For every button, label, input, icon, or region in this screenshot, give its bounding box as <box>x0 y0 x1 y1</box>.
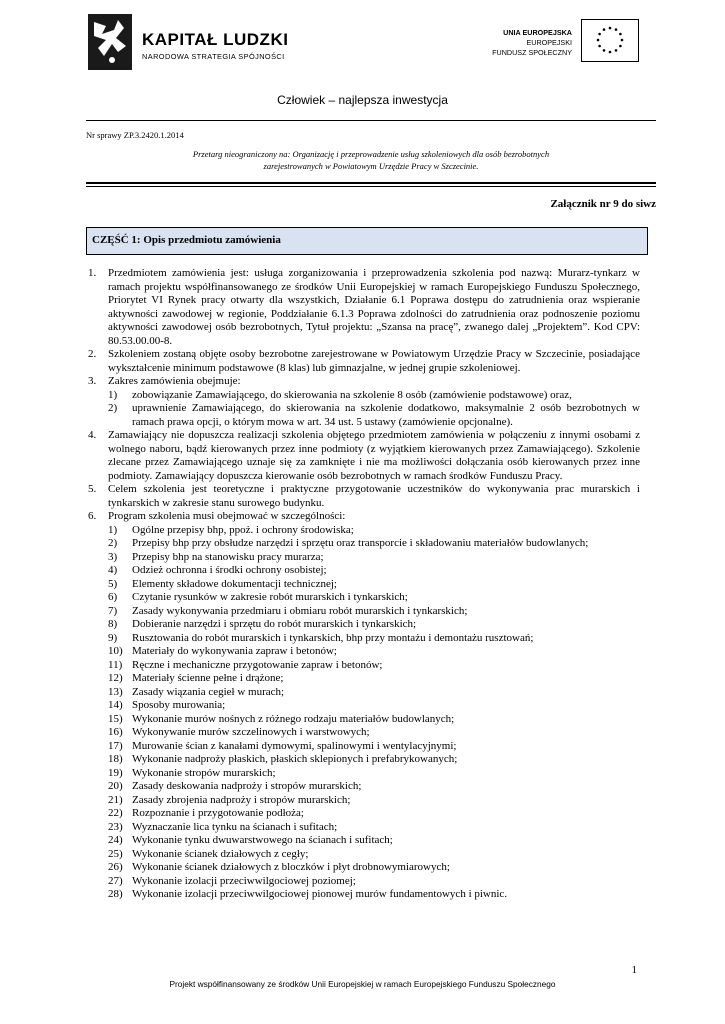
program-item <box>108 713 640 727</box>
program-item <box>108 659 640 673</box>
program-item-text: Rusztowania do robót murarskich i tynkarskich, bhp przy montażu i demontażu rusztowań; <box>132 631 534 644</box>
item-text: Zamawiający nie dopuszcza realizacji szkolenia objętego przedmiotem zamówienia w połączeniu z innymi osobami z wolnego naboru, bądź kierowanych przez inne podmioty (z wyjątkiem kierowanych przez Zamawiającego). Szkolenie zlecane przez Zamawiającego uznaje się za zamknięte i nie ma możliwości dołączania osób kierowanych przez inne podmioty. Zamawiający dopuszcza kierowanie osób bezrobotnych w ramach środków Funduszu Pracy. <box>108 429 640 482</box>
program-item <box>108 605 640 619</box>
item-text: Przedmiotem zamówienia jest: usługa zorganizowania i przeprowadzenia szkolenia pod nazwą: Murarz-tynkarz w ramach projektu współfinansowanego ze środków Unii Europejskiej w ramach Europejskiego Funduszu Społecznego, Priorytet VI Rynek pracy otwarty dla wszystkich, Działanie 6.1 Poprawa dostępu do zatrudnienia oraz wspieranie aktywności zawodowej w regionie, Poddziałanie 6.1.3 Poprawa zdolności do zatrudnienia oraz podnoszenie poziomu aktywności zawodowej osób bezrobotnych, Tytuł projektu: „Szansa na pracę”, zwanego dalej „Projektem”. Kod CPV: 80.53.00.00-8. <box>108 267 640 347</box>
program-item-number: 2) <box>108 537 118 549</box>
divider-thick <box>86 182 656 184</box>
program-item-text: Murowanie ścian z kanałami dymowymi, spalinowymi i wentylacyjnymi; <box>132 739 457 752</box>
item-text: Zakres zamówienia obejmuje: <box>108 375 241 387</box>
program-item-text: Zasady wiązania cegieł w murach; <box>132 685 285 698</box>
program-item-text: Wykonanie izolacji przeciwwilgociowej pionowej murów fundamentowych i piwnic. <box>132 888 508 900</box>
list-item <box>88 510 640 902</box>
program-item-number: 9) <box>108 631 118 644</box>
case-number: Nr sprawy ZP.3.2420.1.2014 <box>86 130 184 140</box>
item-text: Szkoleniem zostaną objęte osoby bezrobotne zarejestrowane w Powiatowym Urzędzie Pracy w Szczecinie, posiadające wykształcenie minimum podstawowe (8 klas) lub gimnazjalne, w jednej grupie szkoleniowej. <box>108 348 640 374</box>
program-item-number: 25) <box>108 847 123 860</box>
eu-label-line3: FUNDUSZ SPOŁECZNY <box>492 48 572 57</box>
sub-item <box>108 402 640 429</box>
program-item-number: 24) <box>108 834 123 846</box>
program-item-text: Ogólne przepisy bhp, ppoż. i ochrony środowiska; <box>132 523 354 536</box>
program-item-text: Wykonywanie murów szczelinowych i warstwowych; <box>132 726 370 738</box>
divider <box>86 120 656 121</box>
program-item-number: 22) <box>108 807 123 819</box>
program-item <box>108 699 640 713</box>
list-item <box>88 429 640 483</box>
tender-description <box>86 149 656 172</box>
tender-line-2: zarejestrowanych w Powiatowym Urzędzie Pracy w Szczecinie. <box>263 160 479 171</box>
program-item-number: 8) <box>108 618 118 630</box>
program-item <box>108 888 640 902</box>
program-item-text: Wykonanie ścianek działowych z cegły; <box>132 847 309 860</box>
program-item-text: Zasady deskowania nadproży i stropów murarskich; <box>132 780 362 792</box>
item-text: Program szkolenia musi obejmować w szczególności: <box>108 510 346 522</box>
program-item-text: Przepisy bhp na stanowisku pracy murarza; <box>132 550 324 563</box>
program-item <box>108 726 640 740</box>
program-item-number: 12) <box>108 672 123 684</box>
program-item-number: 7) <box>108 604 118 617</box>
program-item <box>108 564 640 578</box>
program-item-number: 14) <box>108 699 123 711</box>
part-title: CZĘŚĆ 1: Opis przedmiotu zamówienia <box>92 234 281 246</box>
program-item-text: Wykonanie stropów murarskich; <box>132 766 276 779</box>
program-item-number: 23) <box>108 820 123 833</box>
program-item-text: Zasady zbrojenia nadproży i stropów murarskich; <box>132 793 351 806</box>
program-item <box>108 875 640 889</box>
item-number: 3. <box>88 375 97 387</box>
program-item-number: 11) <box>108 658 123 671</box>
tender-line-1: Przetarg nieograniczony na: Organizację i przeprowadzenie usług szkoleniowych dla osób bezrobotnych <box>192 149 550 159</box>
program-item-text: Odzież ochronna i środki ochrony osobistej; <box>132 564 327 576</box>
item-number: 5. <box>88 483 97 495</box>
footer: Projekt współfinansowany ze środków Unii Europejskiej w ramach Europejskiego Funduszu Społecznego <box>169 979 556 989</box>
program-item <box>108 591 640 605</box>
list-item <box>88 348 640 375</box>
page-number: 1 <box>631 964 637 976</box>
program-item <box>108 821 640 835</box>
program-item-text: Sposoby murowania; <box>132 699 226 711</box>
eu-label-line1: UNIA EUROPEJSKA <box>503 28 572 37</box>
program-item-number: 5) <box>108 577 118 590</box>
eu-flag-icon <box>581 19 639 62</box>
list-item <box>88 375 640 429</box>
item-number: 1. <box>88 267 97 279</box>
program-item <box>108 740 640 754</box>
item-text: Celem szkolenia jest teoretyczne i praktyczne przygotowanie uczestników do wykonywania prac murarskich i tynkarskich w zakresie stanu surowego budynku. <box>108 483 640 509</box>
program-item <box>108 794 640 808</box>
program-item-text: Przepisy bhp przy obsłudze narzędzi i sprzętu oraz transporcie i składowaniu materiałów budowlanych; <box>132 537 589 549</box>
sub-item-text: zobowiązanie Zamawiającego, do skierowania na szkolenie 8 osób (zamówienie podstawowe) oraz, <box>132 388 572 401</box>
kapital-ludzki-subtitle: NARODOWA STRATEGIA SPÓJNOŚCI <box>142 52 285 61</box>
program-item-number: 4) <box>108 564 118 576</box>
eu-label <box>480 28 572 58</box>
document-body <box>88 267 640 902</box>
program-item-number: 3) <box>108 550 118 563</box>
program-item-number: 16) <box>108 726 123 738</box>
program-item-number: 27) <box>108 874 123 887</box>
program-item-text: Rozpoznanie i przygotowanie podłoża; <box>132 807 304 819</box>
kapital-ludzki-title: KAPITAŁ LUDZKI <box>142 30 289 49</box>
sub-item-number: 2) <box>108 402 118 414</box>
program-item <box>108 618 640 632</box>
eu-label-line2: EUROPEJSKI <box>526 38 572 47</box>
program-item-number: 6) <box>108 591 118 603</box>
program-item-number: 17) <box>108 739 123 752</box>
program-item-number: 20) <box>108 780 123 792</box>
program-item-text: Elementy składowe dokumentacji technicznej; <box>132 577 337 590</box>
program-item <box>108 848 640 862</box>
program-item <box>108 767 640 781</box>
program-item-number: 13) <box>108 685 123 698</box>
program-item <box>108 578 640 592</box>
program-item <box>108 861 640 875</box>
program-item-number: 26) <box>108 861 123 873</box>
program-item <box>108 686 640 700</box>
program-item <box>108 632 640 646</box>
program-item-text: Czytanie rysunków w zakresie robót murarskich i tynkarskich; <box>132 591 408 603</box>
program-item <box>108 672 640 686</box>
list-item <box>88 267 640 348</box>
list-item <box>88 483 640 510</box>
program-item-text: Wykonanie tynku dwuwarstwowego na ścianach i sufitach; <box>132 834 393 846</box>
annex-label: Załącznik nr 9 do siwz <box>550 198 656 210</box>
program-item-number: 19) <box>108 766 123 779</box>
program-item-text: Wykonanie izolacji przeciwwilgociowej poziomej; <box>132 874 356 887</box>
program-item <box>108 807 640 821</box>
program-item <box>108 780 640 794</box>
program-list <box>108 524 640 902</box>
program-item <box>108 537 640 551</box>
program-item <box>108 834 640 848</box>
program-item-text: Zasady wykonywania przedmiaru i obmiaru robót murarskich i tynkarskich; <box>132 604 468 617</box>
item-number: 2. <box>88 348 97 360</box>
program-item-number: 15) <box>108 712 123 725</box>
divider-thin <box>86 186 656 187</box>
program-item-text: Materiały do wykonywania zapraw i betonów; <box>132 645 337 657</box>
program-item <box>108 645 640 659</box>
item-number: 4. <box>88 429 97 441</box>
sub-item-text: uprawnienie Zamawiającego, do skierowania na szkolenie dodatkowo, maksymalnie 2 osób bezrobotnych w ramach prawa opcji, o którym mowa w art. 34 ust. 5 ustawy (zamówienie opcjonalne). <box>132 402 640 428</box>
program-item-text: Wykonanie murów nośnych z różnego rodzaju materiałów budowlanych; <box>132 712 455 725</box>
slogan: Człowiek – najlepsza inwestycja <box>277 93 448 107</box>
program-item-text: Dobieranie narzędzi i sprzętu do robót murarskich i tynkarskich; <box>132 618 417 630</box>
program-item-number: 1) <box>108 523 118 536</box>
program-item-text: Wykonanie ścianek działowych z bloczków i płyt drobnowymiarowych; <box>132 861 450 873</box>
program-item <box>108 551 640 565</box>
program-item-text: Wyznaczanie lica tynku na ścianach i sufitach; <box>132 820 338 833</box>
program-item-text: Materiały ścienne pełne i drążone; <box>132 672 284 684</box>
program-item <box>108 753 640 767</box>
item-number: 6. <box>88 510 97 522</box>
program-item-number: 18) <box>108 753 123 765</box>
program-item <box>108 524 640 538</box>
program-item-number: 10) <box>108 645 123 657</box>
program-item-text: Ręczne i mechaniczne przygotowanie zapraw i betonów; <box>132 658 383 671</box>
program-item-number: 21) <box>108 793 123 806</box>
program-item-number: 28) <box>108 888 123 900</box>
sub-item-number: 1) <box>108 388 118 401</box>
program-item-text: Wykonanie nadproży płaskich, płaskich sklepionych i prefabrykowanych; <box>132 753 458 765</box>
sub-item <box>108 389 640 403</box>
